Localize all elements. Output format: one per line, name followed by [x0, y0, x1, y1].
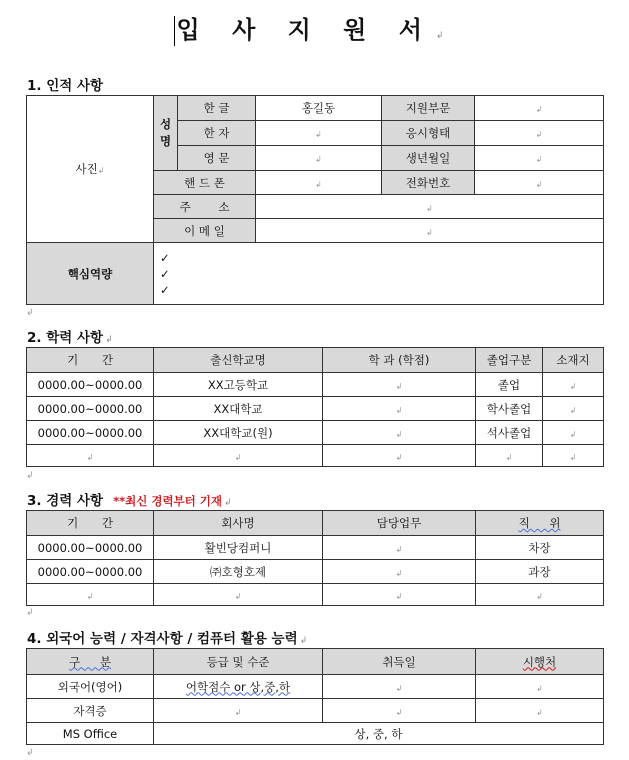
edu-cell[interactable]: 석사졸업: [476, 421, 543, 445]
skills-cell[interactable]: 자격증: [27, 699, 154, 723]
check-icon: ✓: [160, 250, 170, 265]
edu-cell[interactable]: XX대학교: [154, 397, 323, 421]
career-cell[interactable]: 0000.00~0000.00: [27, 536, 154, 560]
career-cell[interactable]: 차장: [476, 536, 604, 560]
edu-cell[interactable]: ↲: [543, 421, 604, 445]
skills-header-category: 구 분: [27, 649, 154, 675]
photo-cell[interactable]: 사진↲: [27, 96, 154, 243]
career-cell[interactable]: ↲: [476, 584, 604, 606]
mobile-value[interactable]: ↲: [256, 171, 382, 195]
name-korean-value[interactable]: 홍길동: [256, 96, 382, 121]
edu-cell[interactable]: ↲: [323, 397, 476, 421]
edu-cell[interactable]: ↲: [543, 397, 604, 421]
skills-cell[interactable]: 외국어(영어): [27, 675, 154, 699]
text-cursor: [174, 16, 175, 46]
section-education-heading: 2. 학력 사항 ↲: [27, 330, 113, 346]
edu-cell[interactable]: 졸업: [476, 373, 543, 397]
skills-cell[interactable]: MS Office: [27, 723, 154, 745]
career-header-period: 기 간: [27, 511, 154, 536]
edu-cell[interactable]: XX대학교(원): [154, 421, 323, 445]
edu-cell[interactable]: ↲: [543, 445, 604, 467]
core-competency-list[interactable]: [154, 243, 604, 305]
check-icon: ✓: [160, 282, 170, 297]
mobile-label: 핸 드 폰: [154, 171, 256, 195]
career-note: **최신 경력부터 기재: [113, 494, 222, 508]
edu-cell[interactable]: ↲: [476, 445, 543, 467]
edu-header-grad: 졸업구분: [476, 348, 543, 373]
edu-cell[interactable]: 0000.00~0000.00: [27, 421, 154, 445]
document-title: 입 사 지 원 서 ↲: [0, 10, 629, 46]
edu-header-period: 기 간: [27, 348, 154, 373]
edu-cell[interactable]: XX고등학교: [154, 373, 323, 397]
name-hanja-label: 한 자: [178, 121, 256, 146]
skills-cell[interactable]: ↲: [476, 675, 604, 699]
tel-label: 전화번호: [382, 171, 475, 195]
career-cell[interactable]: ↲: [154, 584, 323, 606]
section-personal-heading: 1. 인적 사항: [27, 78, 104, 94]
skills-table: [26, 648, 604, 745]
career-cell[interactable]: ↲: [323, 536, 476, 560]
apply-type-label: 응시형태: [382, 121, 475, 146]
core-competency-label: 핵심역량: [27, 243, 154, 305]
apply-type-value[interactable]: ↲: [475, 121, 604, 146]
career-header-duty: 담당업무: [323, 511, 476, 536]
address-label: 주 소: [154, 195, 256, 219]
skills-cell[interactable]: ↲: [323, 699, 476, 723]
career-cell[interactable]: 활빈당컴퍼니: [154, 536, 323, 560]
career-table: [26, 510, 604, 606]
edu-cell[interactable]: ↲: [27, 445, 154, 467]
skills-header-date: 취득일: [323, 649, 476, 675]
career-header-company: 회사명: [154, 511, 323, 536]
skills-header-level: 등급 및 수준: [154, 649, 323, 675]
name-korean-label: 한 글: [178, 96, 256, 121]
address-value[interactable]: ↲: [256, 195, 604, 219]
skills-cell[interactable]: ↲: [323, 675, 476, 699]
edu-cell[interactable]: ↲: [543, 373, 604, 397]
career-cell[interactable]: 과장: [476, 560, 604, 584]
education-table: [26, 347, 604, 467]
apply-field-value[interactable]: ↲: [475, 96, 604, 121]
career-cell[interactable]: ↲: [323, 560, 476, 584]
edu-cell[interactable]: 학사졸업: [476, 397, 543, 421]
skills-cell[interactable]: ↲: [476, 699, 604, 723]
email-value[interactable]: ↲: [256, 219, 604, 243]
name-label: 성 명: [154, 96, 178, 171]
career-header-position: 직 위: [476, 511, 604, 536]
email-label: 이 메 일: [154, 219, 256, 243]
edu-cell[interactable]: ↲: [323, 421, 476, 445]
name-english-label: 영 문: [178, 146, 256, 171]
edu-header-major: 학 과 (학점): [323, 348, 476, 373]
skills-cell[interactable]: ↲: [154, 699, 323, 723]
check-icon: ✓: [160, 266, 170, 281]
name-hanja-value[interactable]: ↲: [256, 121, 382, 146]
name-english-value[interactable]: ↲: [256, 146, 382, 171]
ms-office-level[interactable]: 상, 중, 하: [154, 723, 604, 745]
section-career-heading: 3. 경력 사항 **최신 경력부터 기재 ↲: [27, 493, 232, 509]
edu-cell[interactable]: 0000.00~0000.00: [27, 397, 154, 421]
edu-header-location: 소재지: [543, 348, 604, 373]
apply-field-label: 지원부문: [382, 96, 475, 121]
career-cell[interactable]: ㈜호형호제: [154, 560, 323, 584]
career-cell[interactable]: 0000.00~0000.00: [27, 560, 154, 584]
tel-value[interactable]: ↲: [475, 171, 604, 195]
skills-cell[interactable]: 어학점수 or 상,중,하: [154, 675, 323, 699]
birthdate-label: 생년월일: [382, 146, 475, 171]
edu-header-school: 출신학교명: [154, 348, 323, 373]
edu-cell[interactable]: ↲: [154, 445, 323, 467]
personal-info-table: [26, 95, 604, 305]
edu-cell[interactable]: 0000.00~0000.00: [27, 373, 154, 397]
edu-cell[interactable]: ↲: [323, 445, 476, 467]
career-cell[interactable]: ↲: [323, 584, 476, 606]
birthdate-value[interactable]: ↲: [475, 146, 604, 171]
skills-header-issuer: 시행처: [476, 649, 604, 675]
career-cell[interactable]: ↲: [27, 584, 154, 606]
section-skills-heading: 4. 외국어 능력 / 자격사항 / 컴퓨터 활용 능력 ↲: [27, 631, 308, 647]
edu-cell[interactable]: ↲: [323, 373, 476, 397]
